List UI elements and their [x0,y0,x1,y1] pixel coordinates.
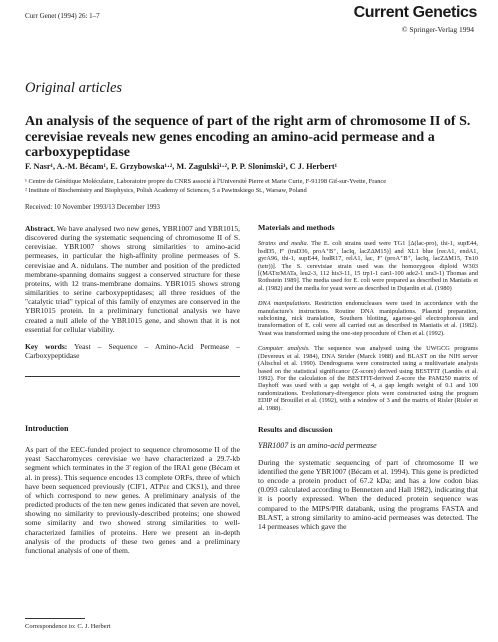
paragraph-text: Restriction endonucleases were used in accordance with the manufacture's instructions. Routine DNA manipulations. Plasmid preparation, subcloning, nick translation, Southern blotting, agarose-gel electrophoresis and transformation of E. coli were all carried out as described in Maniatis et al. (1982). Yeast was transformed using the one-step procedure of Chen et al. (1992). [258,300,478,337]
paragraph-text: The E. coli strains used were TG1 [Δ(lac-pro), thi-1, supE44, hsdD5, F' (traD36, proA⁺B⁺, lacIq, lacZΔM15)] and XL1 blue [recA1, endA1, gyrA96, thi-1, supE44, hsdR17, relA1, lac, F' (proA⁺B⁺, lacIq, lacZΔM15, Tn10 (tetr))]. The S. cerevisiae strain used was the homozygous diploid W303 [(MATα/MATa, leu2-3, 112 his3-11, 15 trp1-1 can1-100 ade2-1 ura3-1) Thomas and Rothstein 1989]. The media used for E. coli were prepared as described in Maniatis et al. (1982) and the media for yeast were as described in Dujardin et al. (1980) [258,240,478,292]
affiliation-2: ² Institute of Biochemistry and Biophysics, Polish Academy of Sciences, 5 a Pawinskiego St., Warsaw, Poland [25,187,307,194]
paragraph-lead: Computer analysis. [258,345,310,353]
paragraph-lead: Strains and media. [258,240,309,248]
journal-name: Current Genetics [353,4,477,21]
received-dates: Received: 10 November 1993/13 December 1993 [25,204,160,211]
paragraph-lead: DNA manipulations. [258,300,312,308]
publisher-line: © Springer-Verlag 1994 [401,25,474,34]
author-list: F. Nasr¹, A.-M. Bécam¹, E. Grzybowska¹·², M. Zagulski¹·², P. P. Slonimski¹, C J. Herbert¹ [25,162,338,171]
keywords-text: Yeast – Sequence – Amino-Acid Permease – Carboxypeptidase [25,341,240,361]
introduction-text: As part of the EEC-funded project to sequence chromosome II of the yeast Saccharomyces cerevisiae we have characterized a 29.7-kb segment which terminates in the 3' region of the IRA1 gene (Bécam et al. in press). This sequence encodes 13 complete ORFs, three of which have been sequenced previously (CIF1, ATPεε and CKS1), and three of which correspond to new genes. A preliminary analysis of the predicted products of the ten new genes indicated that seven are novel, showing no similarity to previously-described proteins; one showed some similarity and two showed strong similarities to well-characterized families of proteins. Here we present an in-depth analysis of the products of these two genes and a preliminary functional analysis of one of them. [25,445,240,555]
correspondence-note: Correspondence to: C. J. Herbert [25,623,111,630]
journal-reference: Curr Genet (1994) 26: 1–7 [25,12,100,20]
paragraph-text: The sequence was analysed using the UWGCG programs (Devereux et al. 1984), DNA Strider (Marck 1988) and BLAST on the NIH server (Altschul et al. 1990). Dendrograms were constructed using a multivariate analysis based on the statistical significance (Z-score) derived using BESTFIT (Landès et al. 1992). For the calculation of the BESTFIT-derived Z-score the PAM250 matrix of Dayhoff was used with a gap weight of 4, a gap length weight of 0.1 and 100 randomizations. Evolutionary-divergence plots were constructed using the program EDIP of Brouillet et al. (1992), with a window of 3 and the matrix of Risler (Risler et al. 1988). [258,345,478,412]
keywords [25,342,240,360]
results-subheading: YBR1007 is an amino-acid permease [258,441,377,451]
left-column [25,224,240,360]
materials-paragraph [258,300,478,337]
abstract-text: We have analysed two new genes, YBR1007 and YBR1015, discovered during the systematic sequencing of chromosome II of S. cerevisiae. YBR1007 shows strong similarities to amino-acid permeases, in particular the high-affinity proline permeases of S. cerevisiae and A. nidulans. The number and position of the predicted membrane-spanning domains suggest a conserved structure for these proteins, with 12 trans-membrane domains. YBR1015 shows strong similarities to serine carboxypeptidases; all three residues of the "catalytic triad" typical of this family of enzymes are conserved in the YBR1015 protein. In a preliminary functional analysis we have created a null allele of the YBR1015 gene, and shown that it is not essential for cellular viability. [25,224,240,334]
materials-heading: Materials and methods [258,223,335,232]
abstract-label: Abstract. [25,224,55,233]
affiliation-1: ¹ Centre de Génétique Moléculaire, Laboratoire propre du CNRS associé à l'Université Pierre et Marie Curie, F-91198 Gif-sur-Yvette, France [25,178,387,185]
section-heading: Original articles [25,80,123,96]
abstract [25,224,240,334]
article-title: An analysis of the sequence of part of the right arm of chromosome II of S. cerevisiae reveals new genes encoding an amino-acid permease and a carboxypeptidase [25,114,471,160]
footnote-rule [25,618,85,619]
materials-paragraph [258,240,478,292]
results-text: During the systematic sequencing of part of chromosome II we identified the gene YBR1007 (Bécam et al. 1994). This gene is predicted to encode a protein product of 67.2 kDa; and has a low codon bias (0.093 calculated according to Bennetzen and Hall 1982), indicating that it is poorly expressed. When the deduced protein sequence was compared to the MIPS/PIR databank, using the programs FASTA and BLAST, a strong similarity to amino-acid permeases was detected. The 14 permeases which gave the [258,457,478,531]
keywords-label: Key words: [25,341,68,351]
introduction-heading: Introduction [25,424,69,433]
right-column [258,224,478,531]
materials-paragraph [258,345,478,412]
introduction-section [25,424,240,555]
divider-rule [25,376,240,377]
results-heading: Results and discussion [258,424,333,434]
